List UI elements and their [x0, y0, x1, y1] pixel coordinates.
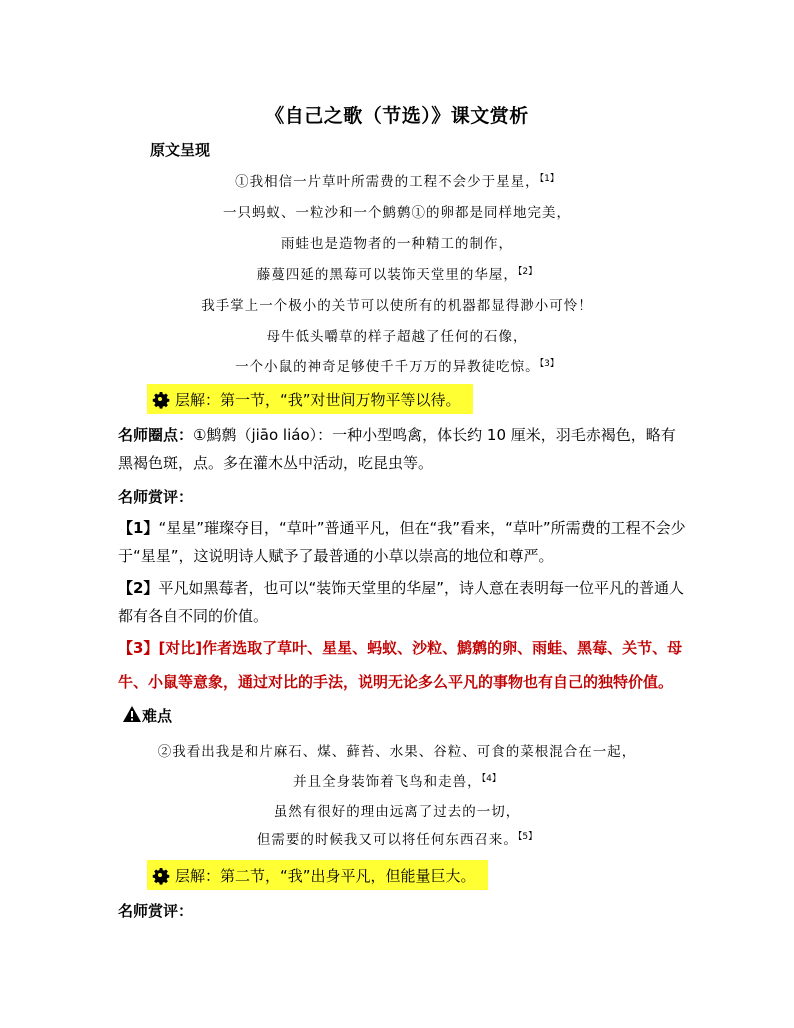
warning-icon [122, 705, 142, 723]
layer-analysis-1: 层解：第一节，“我”对世间万物平等以待。 [147, 384, 473, 414]
difficulty-label: 难点 [142, 707, 173, 725]
poem-line: 虽然有很好的理由远离了过去的一切， [273, 804, 521, 820]
teacher-note: 名师圈点：①鹪鹩（jiāo liáo）：一种小型鸣禽，体长约 10 厘米，羽毛赤褐色，略有黑褐色斑，点。多在灌木丛中活动，吃昆虫等。 [118, 426, 676, 472]
gear-icon [149, 388, 171, 410]
comment-1: 【1】“星星”璀璨夺目，“草叶”普通平凡，但在“我”看来，“草叶”所需费的工程不会少于“星星”，这说明诗人赋予了最普通的小草以崇高的地位和尊严。 [118, 519, 686, 565]
comment-3: 【3】[对比]作者选取了草叶、星星、蚂蚁、沙粒、鹪鹩的卵、雨蛙、黑莓、关节、母牛、小鼠等意象，通过对比的手法，说明无论多么平凡的事物也有自己的独特价值。难点 [118, 639, 683, 725]
gear-icon [149, 864, 171, 886]
section-heading: 原文呈现 [150, 141, 211, 159]
layer-analysis-2: 层解：第二节，“我”出身平凡，但能量巨大。 [147, 860, 488, 890]
page-title: 《自己之歌（节选）》课文赏析 [265, 105, 529, 127]
poem-line: 藤蔓四延的黑莓可以装饰天堂里的华屋，$^{【2】}$ [256, 267, 538, 283]
poem-line: ②我看出我是和片麻石、煤、藓苔、水果、谷粒、可食的菜根混合在一起， [157, 744, 637, 760]
comment-2: 【2】平凡如黑莓者，也可以“装饰天堂里的华屋”，诗人意在表明每一位平凡的普通人都有各自不同的价值。 [118, 579, 684, 625]
poem-line: 并且全身装饰着飞鸟和走兽，$^{【4】}$ [293, 774, 501, 790]
poem-line: 但需要的时候我又可以将任何东西召来。$^{【5】}$ [256, 832, 538, 848]
poem-line: 我手掌上一个极小的关节可以使所有的机器都显得渺小可怜！ [201, 298, 593, 314]
poem-line: 一只蚂蚁、一粒沙和一个鹪鹩①的卵都是同样地完美， [223, 205, 571, 221]
poem-line: ①我相信一片草叶所需费的工程不会少于星星，$^{【1】}$ [235, 174, 559, 190]
comment-label-2: 名师赏评： [118, 902, 194, 920]
comment-label: 名师赏评： [118, 488, 194, 506]
poem-line: 一个小鼠的神奇足够使千千万万的异教徒吃惊。$^{【3】}$ [235, 359, 559, 375]
poem-line: 雨蛙也是造物者的一种精工的制作， [281, 236, 513, 252]
poem-line: 母牛低头嚼草的样子超越了任何的石像， [266, 329, 528, 345]
